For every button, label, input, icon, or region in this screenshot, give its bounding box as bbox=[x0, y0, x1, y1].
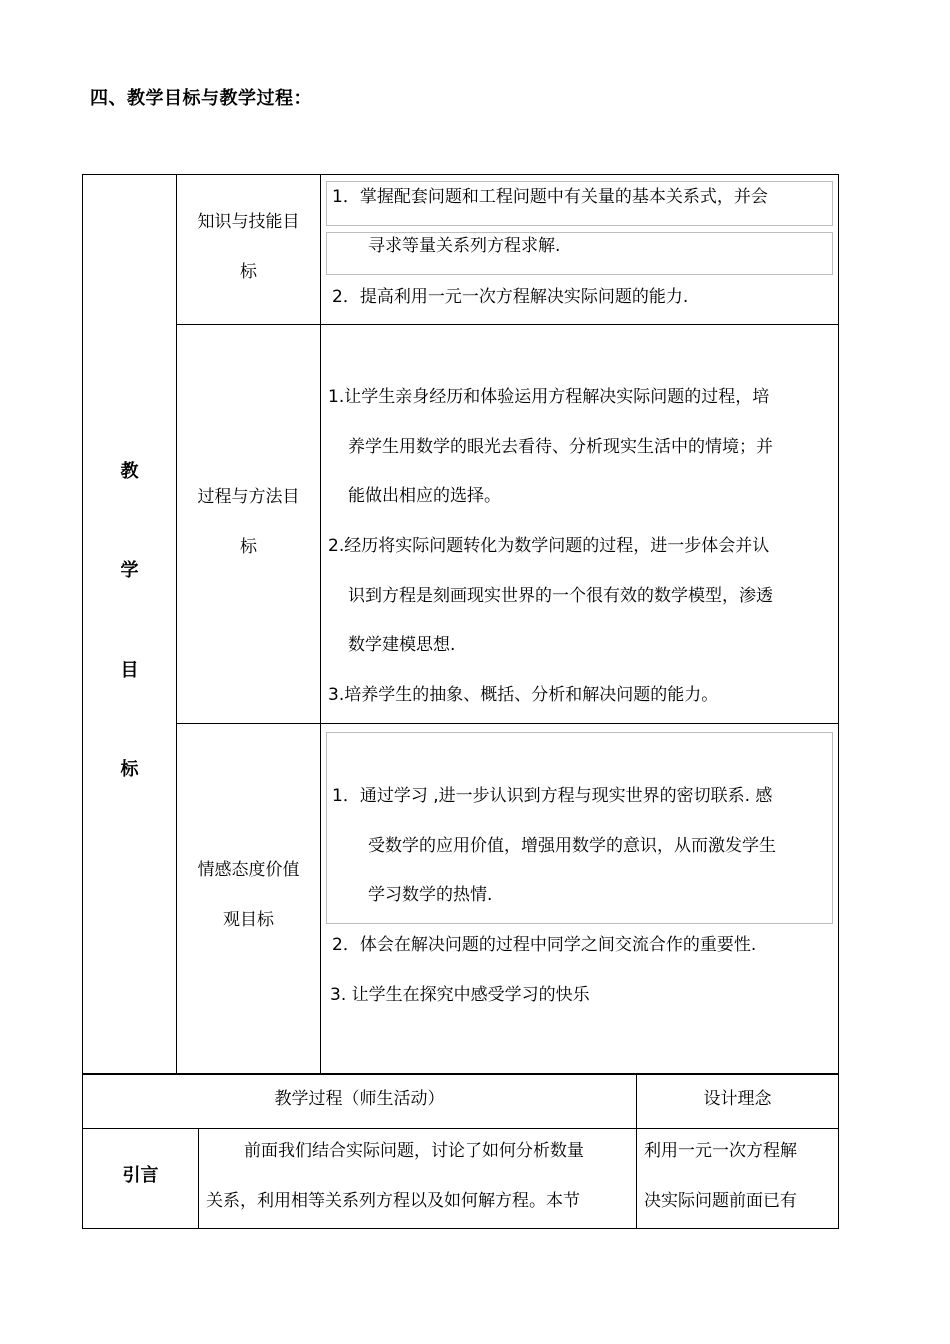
process-row1-activity-line-1: 前面我们结合实际问题，讨论了如何分析数量 bbox=[244, 1141, 584, 1161]
process-line-6: 数学建模思想. bbox=[348, 635, 456, 655]
process-table-bottom-border bbox=[82, 1228, 839, 1229]
process-line-1: 1.让学生亲身经历和体验运用方程解决实际问题的过程，培 bbox=[328, 387, 770, 407]
emotion-item3: 3. 让学生在探究中感受学习的快乐 bbox=[330, 985, 590, 1005]
emotion-item1-line-3: 学习数学的热情. bbox=[368, 885, 493, 905]
knowledge-item1-line-1: 1．掌握配套问题和工程问题中有关量的基本关系式，并会 bbox=[332, 187, 768, 207]
knowledge-item2: 2．提高利用一元一次方程解决实际问题的能力. bbox=[332, 287, 689, 307]
goals-table-right-border bbox=[838, 174, 839, 1074]
process-label-line-1: 过程与方法目 bbox=[197, 487, 300, 507]
process-row1-concept-line-2: 决实际问题前面已有 bbox=[644, 1191, 797, 1211]
process-line-4: 2.经历将实际问题转化为数学问题的过程，进一步体会并认 bbox=[328, 536, 770, 556]
knowledge-label-line-1: 知识与技能目 bbox=[197, 212, 300, 232]
process-line-3: 能做出相应的选择。 bbox=[348, 486, 501, 506]
knowledge-label-line-2: 标 bbox=[240, 262, 257, 282]
process-row1-label: 引言 bbox=[122, 1165, 159, 1186]
emotion-item1-line-1: 1．通过学习 ,进一步认识到方程与现实世界的密切联系. 感 bbox=[332, 786, 773, 806]
process-line-5: 识到方程是刻画现实世界的一个很有效的数学模型，渗透 bbox=[348, 586, 773, 606]
goals-row-divider-1 bbox=[176, 324, 839, 325]
process-row1-activity-line-2: 关系，利用相等关系列方程以及如何解方程。本节 bbox=[206, 1191, 580, 1211]
goals-side-char-1: 教 bbox=[120, 461, 139, 482]
process-table-col-divider-label bbox=[198, 1128, 199, 1229]
process-header-concept: 设计理念 bbox=[703, 1089, 772, 1109]
emotion-label-line-2: 观目标 bbox=[223, 910, 274, 930]
goals-side-char-3: 目 bbox=[120, 660, 139, 681]
process-line-7: 3.培养学生的抽象、概括、分析和解决问题的能力。 bbox=[328, 685, 719, 705]
process-header-activity: 教学过程（师生活动） bbox=[274, 1089, 445, 1109]
emotion-item2: 2．体会在解决问题的过程中同学之间交流合作的重要性. bbox=[332, 935, 757, 955]
process-row1-concept-line-1: 利用一元一次方程解 bbox=[644, 1141, 797, 1161]
goals-table-left-border bbox=[82, 174, 83, 1074]
emotion-label-line-1: 情感态度价值 bbox=[197, 860, 300, 880]
goals-side-char-4: 标 bbox=[120, 759, 139, 780]
process-line-2: 养学生用数学的眼光去看待、分析现实生活中的情境；并 bbox=[348, 437, 773, 457]
emotion-item1-line-2: 受数学的应用价值，增强用数学的意识，从而激发学生 bbox=[368, 836, 776, 856]
process-label-line-2: 标 bbox=[240, 537, 257, 557]
goals-row-divider-2 bbox=[176, 723, 839, 724]
knowledge-item1-line-2: 寻求等量关系列方程求解. bbox=[368, 236, 561, 256]
process-table-right-border bbox=[838, 1073, 839, 1229]
section-heading: 四、教学目标与教学过程： bbox=[90, 88, 312, 109]
goals-side-char-2: 学 bbox=[120, 560, 139, 581]
goals-col-divider-2 bbox=[320, 174, 321, 1074]
